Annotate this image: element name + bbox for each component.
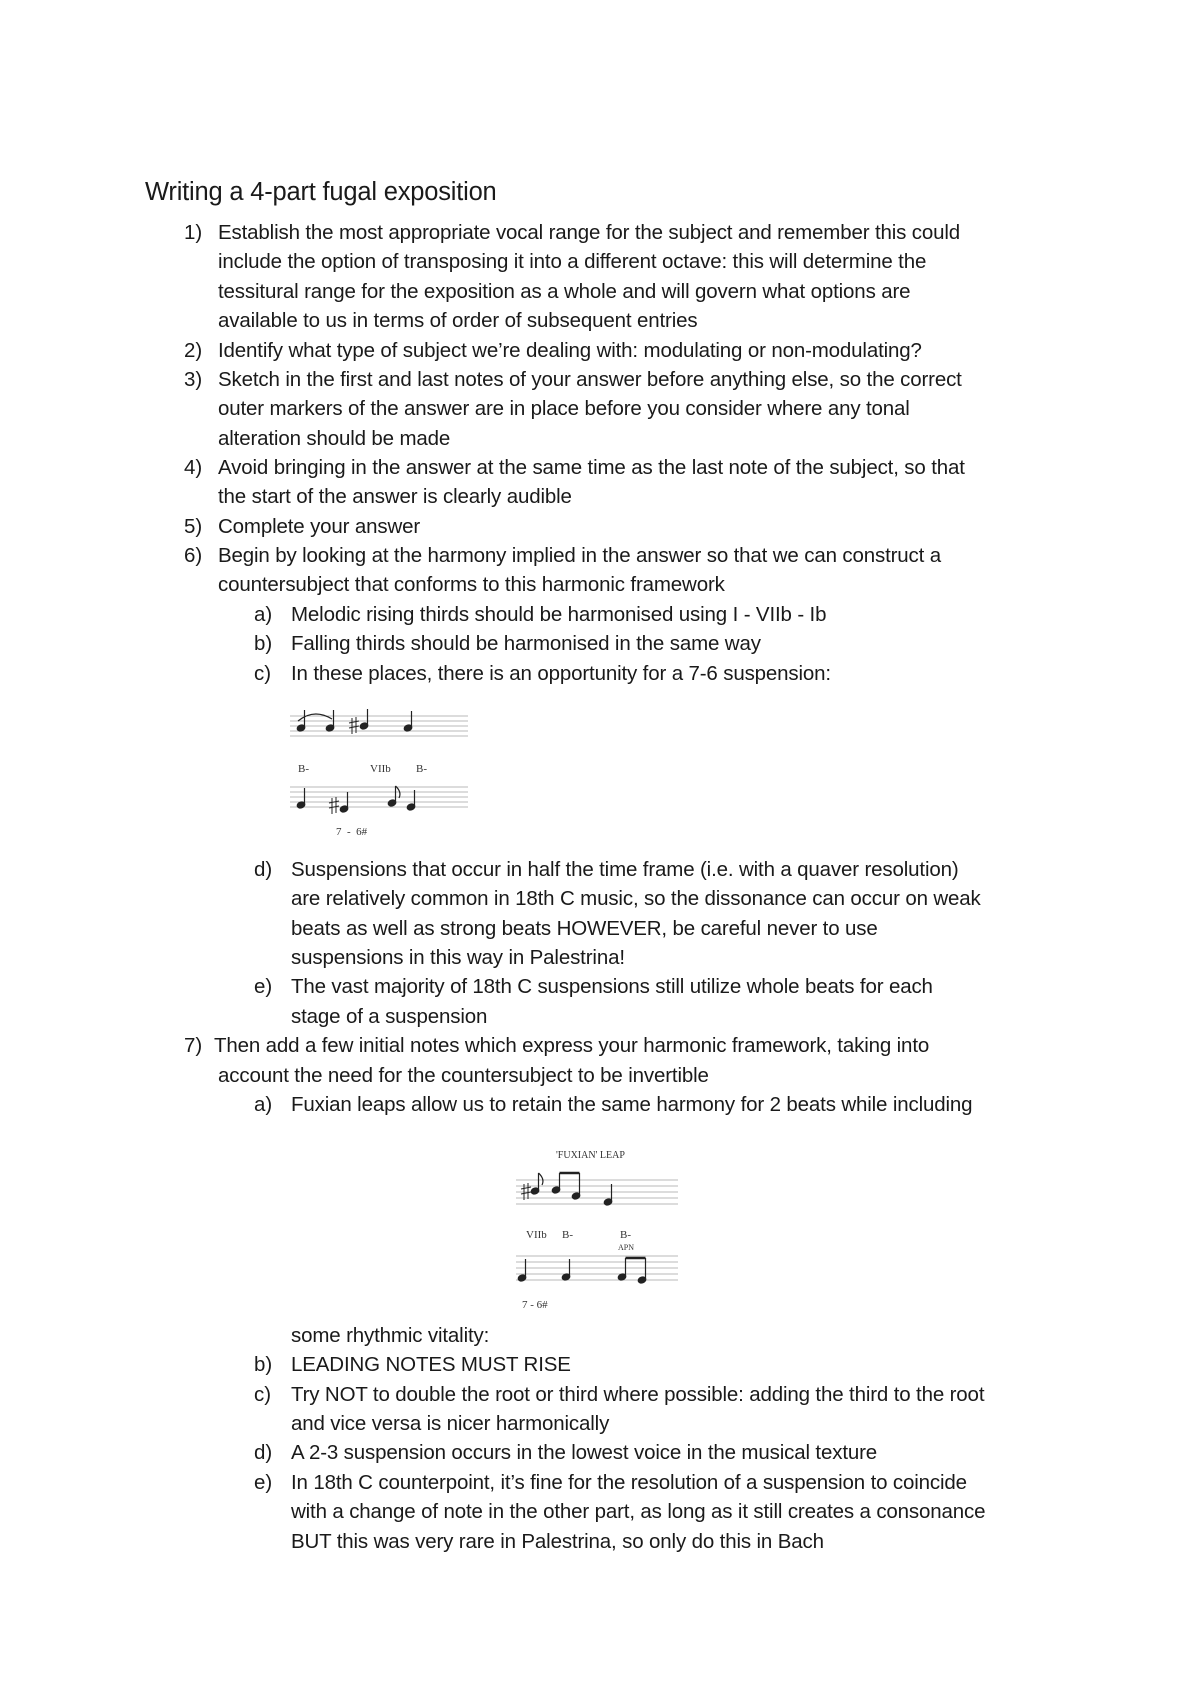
item-1-line-2: include the option of transposing it into a different octave: this will determine the	[218, 250, 927, 273]
item-6b-letter: b)	[254, 632, 273, 655]
apn-label: APN	[618, 1243, 635, 1252]
fuxian-leap-figure	[512, 1144, 680, 1314]
item-6d-letter: d)	[254, 858, 273, 881]
item-6e-line-2: stage of a suspension	[291, 1005, 488, 1028]
item-7d-letter: d)	[254, 1441, 273, 1464]
item-4-line-1: Avoid bringing in the answer at the same time as the last note of the subject, so that	[218, 456, 965, 479]
item-6e-line-1: The vast majority of 18th C suspensions still utilize whole beats for each	[291, 975, 933, 998]
figured-bass-label: 7 - 6#	[336, 826, 368, 838]
item-2-number: 2)	[184, 339, 203, 362]
item-5-line-1: Complete your answer	[218, 515, 421, 538]
item-6d-line-3: beats as well as strong beats HOWEVER, be careful never to use	[291, 917, 878, 940]
chord-label: B-	[416, 763, 427, 775]
item-7b-line-1: LEADING NOTES MUST RISE	[291, 1353, 571, 1376]
item-6-line-2: countersubject that conforms to this harmonic framework	[218, 573, 725, 596]
chord-label: VIIb	[370, 763, 391, 775]
item-7e-line-1: In 18th C counterpoint, it’s fine for the resolution of a suspension to coincide	[291, 1471, 967, 1494]
item-7-number: 7)	[184, 1034, 203, 1057]
item-4-number: 4)	[184, 456, 203, 479]
item-7b-letter: b)	[254, 1353, 273, 1376]
item-7-line-2: account the need for the countersubject to be invertible	[218, 1064, 709, 1087]
item-7a-line-1: Fuxian leaps allow us to retain the same harmony for 2 beats while including	[291, 1093, 973, 1116]
item-6a-line-1: Melodic rising thirds should be harmonised using I - VIIb - Ib	[291, 603, 827, 626]
item-2-line-1: Identify what type of subject we’re dealing with: modulating or non-modulating?	[218, 339, 922, 362]
item-7c-line-1: Try NOT to double the root or third where possible: adding the third to the root	[291, 1383, 985, 1406]
chord-label: B-	[298, 763, 309, 775]
upper-staff-lines	[290, 716, 468, 736]
upper-staff-lines	[516, 1180, 678, 1204]
figure-caption: 'FUXIAN' LEAP	[556, 1150, 625, 1161]
music-staff-figure-2	[512, 1144, 680, 1314]
item-6e-letter: e)	[254, 975, 273, 998]
item-5-number: 5)	[184, 515, 203, 538]
item-6-line-1: Begin by looking at the harmony implied in the answer so that we can construct a	[218, 544, 941, 567]
chord-label: VIIb	[526, 1229, 547, 1241]
item-1-line-1: Establish the most appropriate vocal range for the subject and remember this could	[218, 221, 961, 244]
item-3-line-1: Sketch in the first and last notes of your answer before anything else, so the correct	[218, 368, 962, 391]
item-7e-line-3: BUT this was very rare in Palestrina, so only do this in Bach	[291, 1530, 824, 1553]
figured-bass-label: 7 - 6#	[522, 1299, 548, 1311]
item-1-number: 1)	[184, 221, 203, 244]
item-1-line-4: available to us in terms of order of subsequent entries	[218, 309, 698, 332]
chord-label: B-	[620, 1229, 631, 1241]
item-7e-line-2: with a change of note in the other part, as long as it still creates a consonance	[291, 1500, 986, 1523]
item-6c-letter: c)	[254, 662, 272, 685]
lower-staff-notes	[296, 786, 416, 814]
item-7c-letter: c)	[254, 1383, 272, 1406]
item-7d-line-1: A 2-3 suspension occurs in the lowest voice in the musical texture	[291, 1441, 878, 1464]
item-6b-line-1: Falling thirds should be harmonised in the same way	[291, 632, 761, 655]
lower-staff-lines	[516, 1256, 678, 1280]
item-3-line-2: outer markers of the answer are in place before you consider where any tonal	[218, 397, 910, 420]
item-3-line-3: alteration should be made	[218, 427, 451, 450]
suspension-notation-figure	[288, 706, 474, 844]
item-6-number: 6)	[184, 544, 203, 567]
item-6c-line-1: In these places, there is an opportunity for a 7-6 suspension:	[291, 662, 831, 685]
item-7a-letter: a)	[254, 1093, 273, 1116]
chord-label: B-	[562, 1229, 573, 1241]
lower-staff-lines	[290, 787, 468, 807]
item-6d-line-1: Suspensions that occur in half the time frame (i.e. with a quaver resolution)	[291, 858, 959, 881]
item-6d-line-2: are relatively common in 18th C music, so the dissonance can occur on weak	[291, 887, 981, 910]
item-6d-line-4: suspensions in this way in Palestrina!	[291, 946, 625, 969]
upper-staff-notes	[521, 1173, 613, 1206]
music-staff-figure-1	[288, 706, 474, 844]
item-1-line-3: tessitural range for the exposition as a whole and will govern what options are	[218, 280, 911, 303]
item-7-line-1: Then add a few initial notes which express your harmonic framework, taking into	[214, 1034, 930, 1057]
item-4-line-2: the start of the answer is clearly audible	[218, 485, 572, 508]
item-7e-letter: e)	[254, 1471, 273, 1494]
page-title: Writing a 4-part fugal exposition	[145, 178, 497, 206]
item-7a-line-2: some rhythmic vitality:	[291, 1324, 490, 1347]
item-6a-letter: a)	[254, 603, 273, 626]
item-7c-line-2: and vice versa is nicer harmonically	[291, 1412, 610, 1435]
item-3-number: 3)	[184, 368, 203, 391]
